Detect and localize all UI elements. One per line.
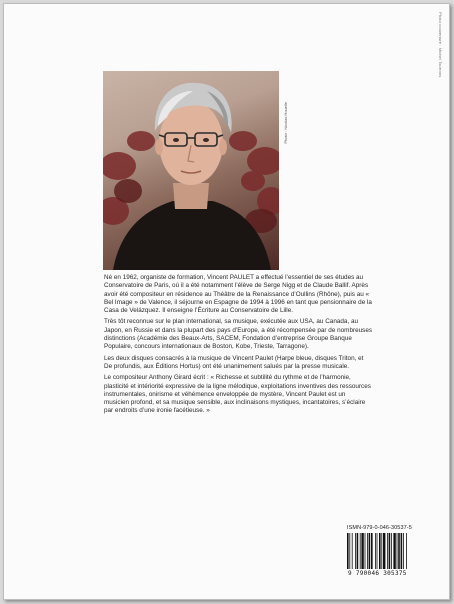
biography-text xyxy=(104,274,372,419)
portrait-photo-credit: Photo : Nicolas Houelle xyxy=(283,102,288,144)
portrait-illustration xyxy=(103,71,279,270)
composer-portrait xyxy=(103,71,279,270)
barcode-digits: 9 790046 305375 xyxy=(348,570,407,577)
bio-paragraph: Très tôt reconnue sur le plan international, sa musique, exécutée aux USA, au Canada, au Japon, en Russie et dans la plupart des pays d’Europe, a été récompensée par de nombreuses distinctions (Académie des Beaux-Arts, SACEM, Fondation d’entreprise Groupe Banque Populaire, concours internationaux de Boston, Kobe, Trieste, Tarragone). xyxy=(104,318,373,351)
bio-paragraph: Né en 1962, organiste de formation, Vincent PAULET a effectué l’essentiel de ses études au Conservatoire de Paris, où il a été notamment l’élève de Serge Nigg et de Claude Ballif. Après avoir été compositeur en résidence au Théâtre de la Renaissance d’Oullins (Rhône), puis au « Bel Image » de Valence, il séjourne en Espagne de 1994 à 1996 en tant que pensionnaire de la Casa de Velázquez. Il enseigne l’Écriture au Conservatoire de Lille. xyxy=(104,274,372,315)
back-cover-page xyxy=(3,3,450,600)
cover-photo-credit: Photo couverture : Michel Tourrons xyxy=(438,12,443,78)
bio-paragraph: Les deux disques consacrés à la musique de Vincent Paulet (Harpe bleue, disques Triton, et De profundis, aux Éditions Hortus) ont été unanimement salués par la presse musicale. xyxy=(104,354,364,370)
bio-paragraph: Le compositeur Anthony Girard écrit : « Richesse et subtilité du rythme et de l’harmonie, plasticité et intériorité expressive de la ligne mélodique, exploitations inventives des ressources instrumentales, onirisme et véhémence enveloppée de mystère, Vincent Paulet est un musicien profond, et sa musique sensible, aux inclinaisons mystiques, incantatoires, s’éclaire par endroits d’une ironie facétieuse. » xyxy=(104,374,371,415)
ismn-label: ISMN-979-0-046-30537-5 xyxy=(347,525,412,531)
